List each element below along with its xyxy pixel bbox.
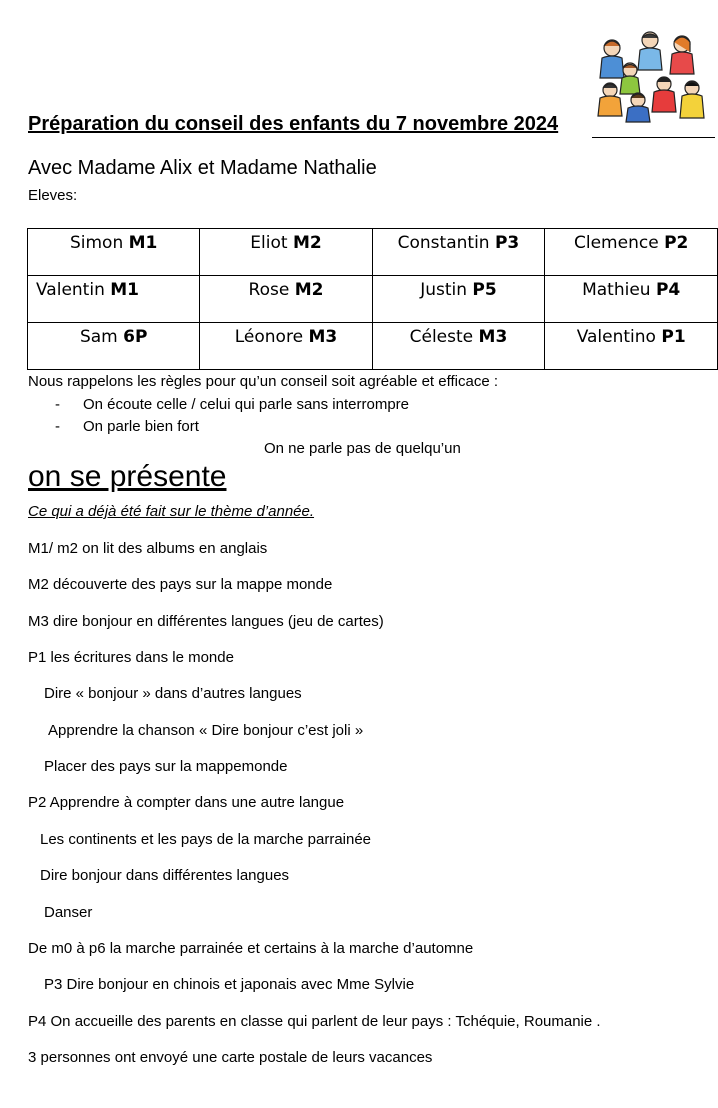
student-cell: Constantin P3 [372,229,545,276]
student-cell: Mathieu P4 [545,276,718,323]
activity-line: Danser [44,904,93,921]
activity-line: P3 Dire bonjour en chinois et japonais avec Mme Sylvie [44,976,415,993]
student-cell: Justin P5 [372,276,545,323]
activity-line: M1/ m2 on lit des albums en anglais [28,540,268,557]
section-heading: on se présente [28,460,227,493]
activity-line: 3 personnes ont envoyé une carte postale de leurs vacances [28,1049,433,1066]
activity-line: M2 découverte des pays sur la mappe monde [28,576,333,593]
student-cell: Rose M2 [200,276,372,323]
student-cell: Sam 6P [28,323,200,370]
activity-line: Placer des pays sur la mappemonde [44,758,288,775]
student-cell: Valentino P1 [545,323,718,370]
rule-extra: On ne parle pas de quelqu’un [264,440,461,457]
activity-line: Les continents et les pays de la marche parrainée [40,831,372,848]
section-subheading: Ce qui a déjà été fait sur le thème d’année. [28,503,315,520]
student-cell: Eliot M2 [200,229,372,276]
activity-line: P2 Apprendre à compter dans une autre langue [28,794,345,811]
page-subtitle: Avec Madame Alix et Madame Nathalie [28,157,377,179]
rule-item: - On écoute celle / celui qui parle sans interrompre [55,396,410,413]
activity-line: P1 les écritures dans le monde [28,649,234,666]
activity-line: Apprendre la chanson « Dire bonjour c’est joli » [48,722,364,739]
student-cell: Clemence P2 [545,229,718,276]
student-cell: Céleste M3 [372,323,545,370]
activity-line: M3 dire bonjour en différentes langues (jeu de cartes) [28,613,384,630]
students-label: Eleves: [28,187,78,204]
page-title: Préparation du conseil des enfants du 7 novembre 2024 [28,113,559,135]
activity-line: De m0 à p6 la marche parrainée et certains à la marche d’automne [28,940,474,957]
student-cell: Valentin M1 [28,276,200,323]
rules-intro: Nous rappelons les règles pour qu’un conseil soit agréable et efficace : [28,373,499,390]
rule-item: - On parle bien fort [55,418,199,435]
children-group-illustration [592,28,710,124]
student-cell: Léonore M3 [200,323,372,370]
activity-line: Dire « bonjour » dans d’autres langues [44,685,302,702]
student-cell: Simon M1 [28,229,200,276]
students-table [27,228,718,370]
table-row [28,323,718,370]
activity-line: Dire bonjour dans différentes langues [40,867,290,884]
table-row [28,276,718,323]
activity-line: P4 On accueille des parents en classe qui parlent de leur pays : Tchéquie, Roumanie . [28,1013,601,1030]
title-rule [592,137,715,138]
table-row [28,229,718,276]
